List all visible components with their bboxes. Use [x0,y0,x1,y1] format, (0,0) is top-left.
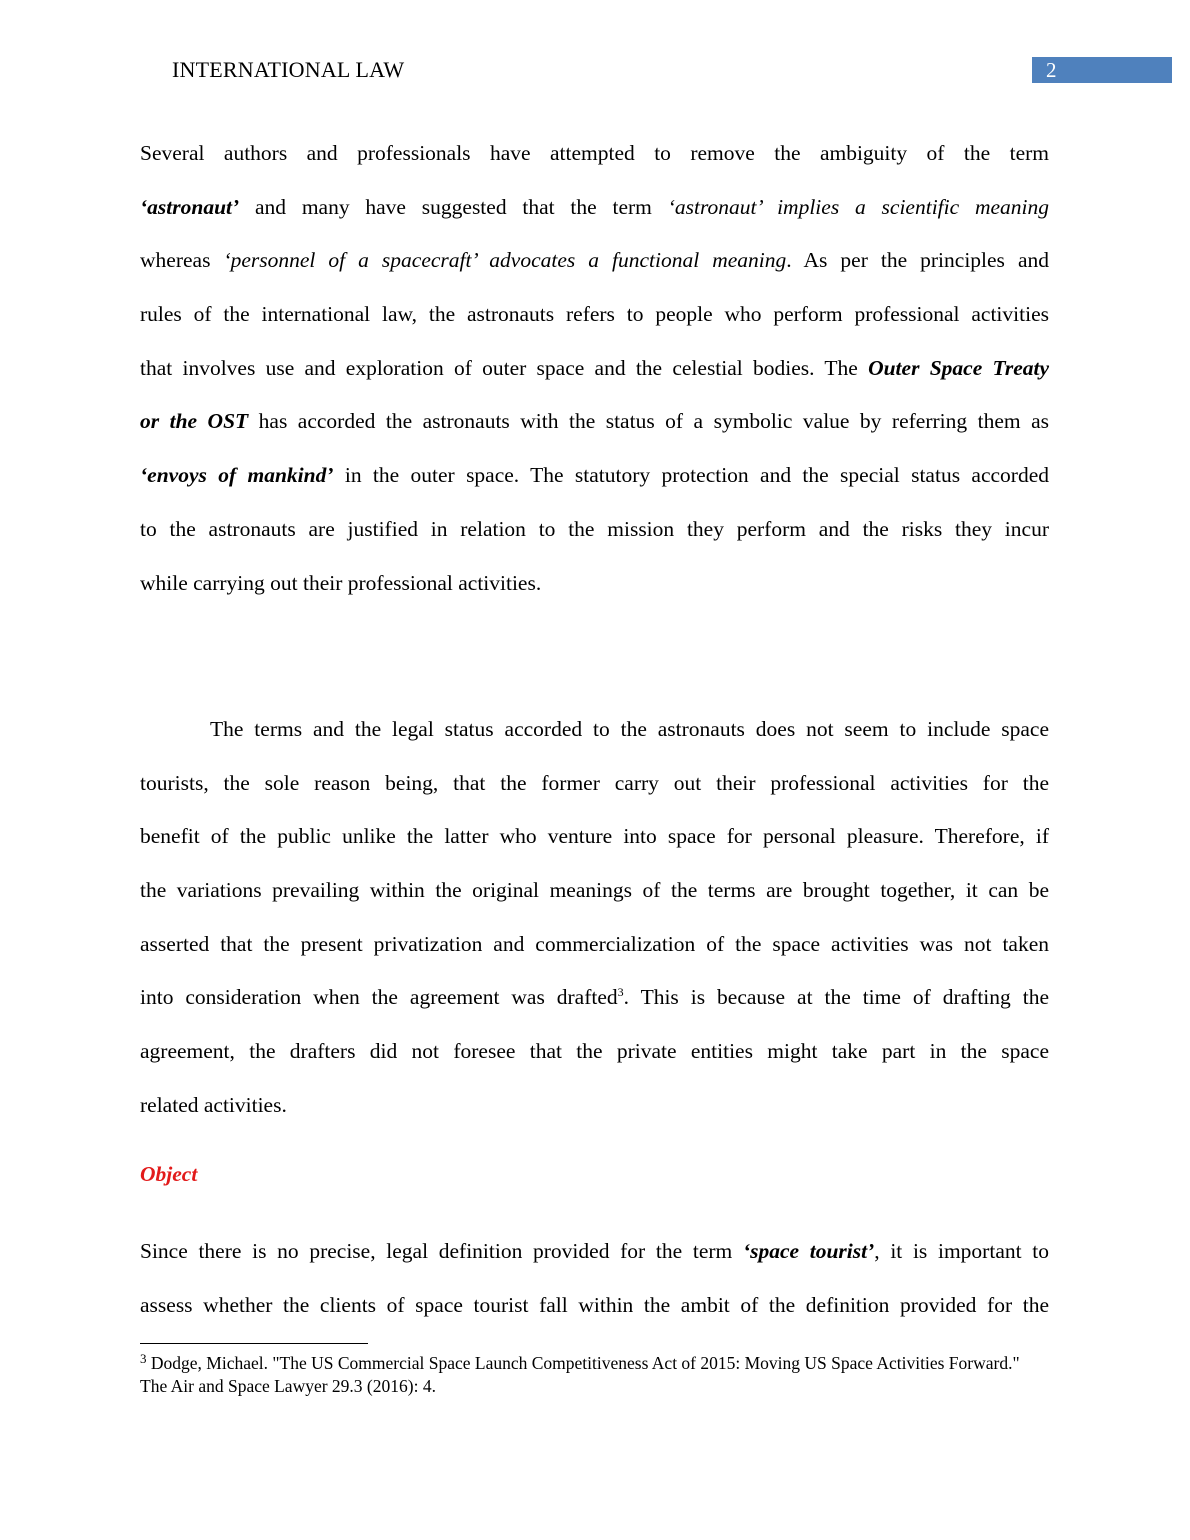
emphasis-scientific-meaning: ‘astronaut’ implies a scientific meaning [667,194,1049,219]
text-line: related activities. [140,1092,287,1117]
text-line: or the OST has accorded the astronauts with the status of a symbolic value by referring them as [140,409,1049,434]
footnote-text: Dodge, Michael. "The US Commercial Space Launch Competitiveness Act of 2015: Moving US Space Activities Forward." The Air and Space Lawyer 29.3 (2016): 4. [140,1353,1020,1396]
page-number-box [1032,57,1172,83]
text-line: agreement, the drafters did not foresee that the private entities might take part in the space [140,1039,1049,1064]
text-line: The terms and the legal status accorded to the astronauts does not seem to include space [210,717,1049,741]
term-space-tourist: ‘space tourist’ [742,1239,875,1263]
footnote-marker: 3 [140,1351,147,1366]
term-outer-space-treaty: Outer Space Treaty [868,355,1049,380]
text-line: assess whether the clients of space tourist fall within the ambit of the definition provided for the [140,1292,1049,1317]
text-line: benefit of the public unlike the latter who venture into space for personal pleasure. Therefore, if [140,824,1049,849]
text-line: ‘astronaut’ and many have suggested that the term ‘astronaut’ implies a scientific meaning [140,194,1049,219]
text-line: asserted that the present privatization and commercialization of the space activities was not taken [140,931,1049,956]
running-head-title: INTERNATIONAL LAW [172,57,405,82]
term-astronaut: ‘astronaut’ [140,194,240,219]
text-line: that involves use and exploration of outer space and the celestial bodies. The Outer Space Treaty [140,355,1049,380]
term-ost: or the OST [140,409,249,434]
text-line: to the astronauts are justified in relation to the mission they perform and the risks they incur [140,516,1049,541]
section-heading-object: Object [140,1162,198,1186]
text-line: rules of the international law, the astronauts refers to people who perform professional activities [140,302,1049,327]
text-line: into consideration when the agreement was drafted$^3$. This is because at the time of drafting the [140,985,1049,1010]
text-line: Since there is no precise, legal definition provided for the term ‘space tourist’, it is important to [140,1239,1049,1263]
text-line: ‘envoys of mankind’ in the outer space. The statutory protection and the special status accorded [140,463,1049,488]
emphasis-functional-meaning: ‘personnel of a spacecraft’ advocates a functional meaning [223,248,787,273]
text-line: Several authors and professionals have attempted to remove the ambiguity of the term [140,141,1049,165]
term-envoys-of-mankind: ‘envoys of mankind’ [140,463,334,488]
text-line: whereas ‘personnel of a spacecraft’ advocates a functional meaning. As per the principles and [140,248,1049,273]
paragraph-object [140,1225,1049,1332]
footnote-separator [140,1343,368,1344]
paragraph-space-tourists [140,703,1049,1133]
text-line: while carrying out their professional activities. [140,570,542,595]
page-number: 2 [1046,58,1057,82]
footnote-reference[interactable]: 3 [617,985,624,1000]
text-line: the variations prevailing within the original meanings of the terms are brought together, it can be [140,878,1049,903]
text-line: tourists, the sole reason being, that the former carry out their professional activities for the [140,770,1049,795]
paragraph-astronaut-definition [140,127,1049,610]
footnote [140,1352,1050,1398]
